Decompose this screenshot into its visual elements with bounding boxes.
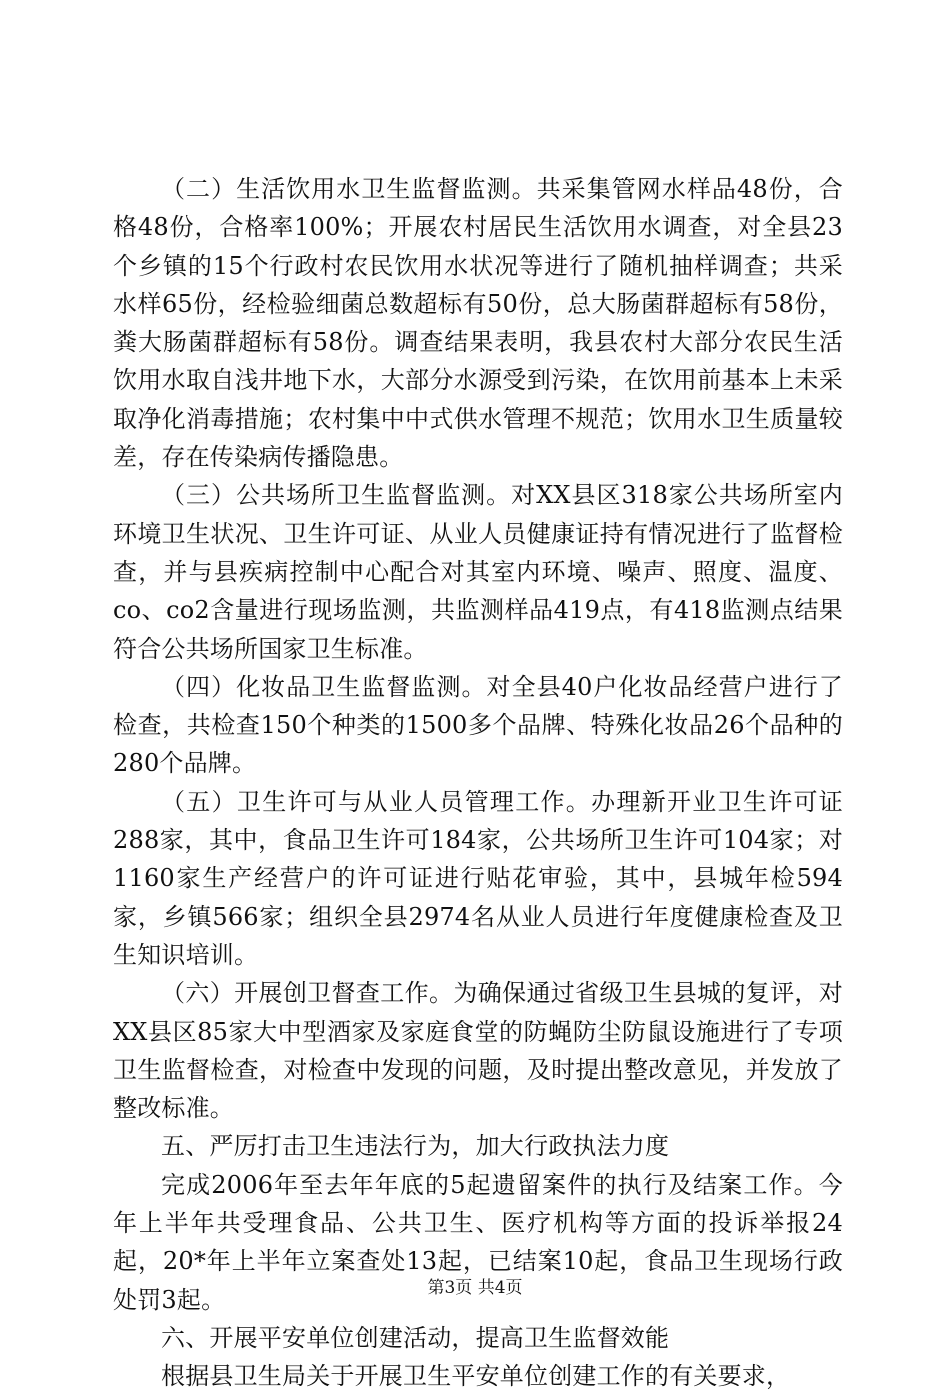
paragraph-safe-units: 根据县卫生局关于开展卫生平安单位创建工作的有关要求， (161, 1362, 791, 1391)
paragraph-public-places: （三）公共场所卫生监督监测。对XX县区318家公共场所室内环境卫生状况、卫生许可证、从业人员健康证持有情况进行了监督检查，并与县疾病控制中心配合对其室内环境、噪声、照度、温度、co、co2含量进行现场监测，共监测样品419点，有418监测点结果符合公共场所国家卫生标准。 (113, 481, 843, 663)
paragraph-sanitation-inspection: （六）开展创卫督查工作。为确保通过省级卫生县城的复评，对XX县区85家大中型酒家及家庭食堂的防蝇防尘防鼠设施进行了专项卫生监督检查，对检查中发现的问题，及时提出整改意见，并发放了整改标准。 (113, 979, 843, 1123)
section-heading-safe-units: 六、开展平安单位创建活动，提高卫生监督效能 (161, 1323, 670, 1352)
paragraph-cosmetics: （四）化妆品卫生监督监测。对全县40户化妆品经营户进行了检查，共检查150个种类的1500多个品牌、特殊化妆品26个品种的280个品牌。 (113, 672, 843, 778)
section-heading-enforcement: 五、严厉打击卫生违法行为，加大行政执法力度 (161, 1132, 670, 1161)
paragraph-licensing: （五）卫生许可与从业人员管理工作。办理新开业卫生许可证288家，其中，食品卫生许可184家，公共场所卫生许可104家；对1160家生产经营户的许可证进行贴花审验，其中，县城年检594家，乡镇566家；组织全县2974名从业人员进行年度健康检查及卫生知识培训。 (113, 787, 843, 969)
page-number-footer: 第3页 共4页 (427, 1278, 523, 1298)
paragraph-enforcement: 完成2006年至去年年底的5起遗留案件的执行及结案工作。今年上半年共受理食品、公共卫生、医疗机构等方面的投诉举报24起，20*年上半年立案查处13起，已结案10起，食品卫生现场行政处罚3起。 (113, 1170, 843, 1314)
document-body (113, 170, 843, 1396)
paragraph-drinking-water: （二）生活饮用水卫生监督监测。共采集管网水样品48份，合格48份，合格率100%；开展农村居民生活饮用水调查，对全县23个乡镇的15个行政村农民饮用水状况等进行了随机抽样调查；共采水样65份，经检验细菌总数超标有50份，总大肠菌群超标有58份，粪大肠菌群超标有58份。调查结果表明，我县农村大部分农民生活饮用水取自浅井地下水，大部分水源受到污染，在饮用前基本上未采取净化消毒措施；农村集中中式供水管理不规范；饮用水卫生质量较差，存在传染病传播隐患。 (113, 175, 843, 472)
